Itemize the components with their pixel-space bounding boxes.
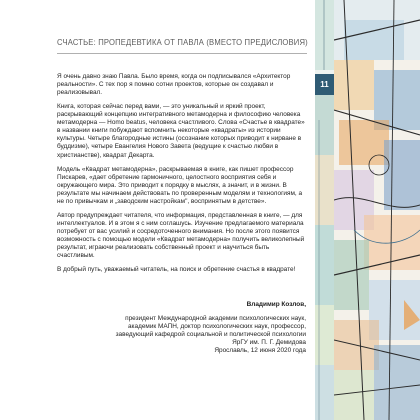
signature-line: Ярославль, 12 июня 2020 года bbox=[214, 347, 306, 355]
body-text bbox=[57, 73, 306, 281]
decorative-artwork bbox=[334, 0, 420, 420]
signature-author: Владимир Козлов, bbox=[246, 301, 306, 308]
signature-line: заведующий кафедрой социальной и политической психологии bbox=[115, 331, 306, 339]
decorative-strip bbox=[315, 0, 334, 420]
paragraph: Модель «Квадрат метамодерна», раскрываемая в книге, как пишет профессор Пискарев, «дает обретение гармоничного, целостного восприятия себя и окружающего мира. Это приводит к порядку в мыслях, а значит, и в жизни. В результате мы начинаем действовать по проверенным моделям и технологиям, а не по привычкам и „заводским настройкам", воспринятым в детстве». bbox=[57, 165, 303, 205]
paragraph: В добрый путь, уважаемый читатель, на поиск и обретение счастья в квадрате! bbox=[57, 266, 296, 274]
paragraph: Автор предупреждает читателя, что информация, представленная в книге, — для интеллектуалов. И в этом я с ним соглашусь. Изучение предлагаемого материала потребует от вас усилий и сосредоточенного внимания. Но после этого появится возможность с помощью модели «Квадрат метамодерна» получить великолепный результат, играючи реализовать собственный проект и научиться быть счастливым. bbox=[57, 211, 305, 260]
paragraph: Я очень давно знаю Павла. Было время, когда он подписывался «Архитектор реальности». С тех пор я помню сотни проектов, которые он создавал и реализовывал. bbox=[57, 73, 291, 97]
running-header: СЧАСТЬЕ: ПРОПЕДЕВТИКА ОТ ПАВЛА (ВМЕСТО ПРЕДИСЛОВИЯ) bbox=[57, 37, 308, 47]
header-rule bbox=[57, 53, 307, 54]
signature-line: президент Международной академии психологических наук, bbox=[125, 315, 306, 323]
signature-line: академик МАПН, доктор психологических наук, профессор, bbox=[127, 323, 306, 331]
page-number-badge: 11 bbox=[315, 74, 334, 95]
signature-block bbox=[57, 301, 306, 355]
paragraph: Книга, которая сейчас перед вами, — это уникальный и яркий проект, раскрывающий концепцию интегративного метамодерна и философию человека метамодерна — Homo beatus, человека счастливого. Слова «Счастье в квадрате» в названии книги побуждают вспомнить некоторые «квадраты» из истории культуры. Четыре благородные истины (осознание которых приводит к нирване в буддизме), четыре Евангелия Нового Завета (ведущие к счастью любви в христианстве), квадрат Декарта. bbox=[57, 103, 305, 159]
signature-line: ЯрГУ им. П. Г. Демидова bbox=[232, 339, 306, 347]
